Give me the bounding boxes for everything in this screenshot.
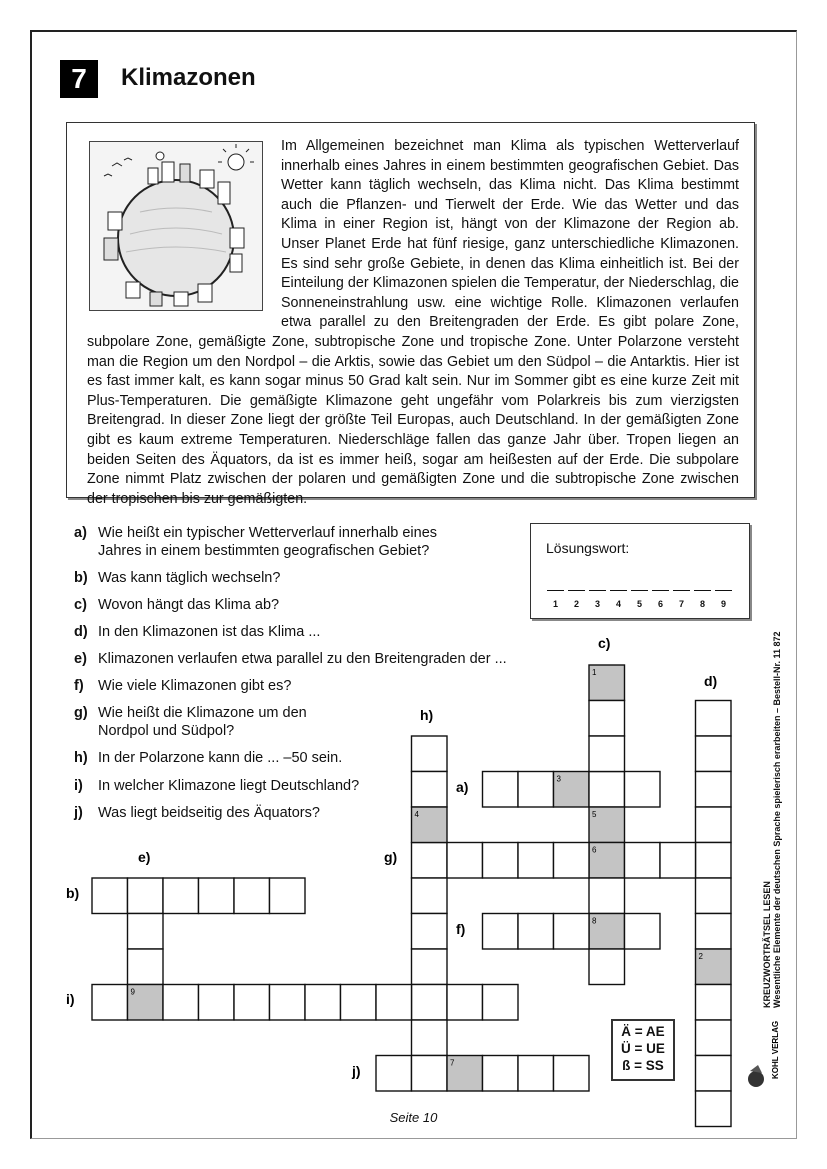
crossword-cell[interactable] [483,1056,519,1092]
question-letter: b) [74,570,88,586]
crossword-cell[interactable] [554,914,590,950]
crossword-cell[interactable] [589,878,625,914]
crossword-cell[interactable] [625,772,661,808]
solution-number: 4 [615,599,621,609]
crossword-cell[interactable] [376,985,412,1021]
crossword-clue-label: e) [138,849,151,865]
crossword-cell-number: 5 [592,810,597,819]
crossword-cell[interactable] [412,843,448,879]
crossword-cell[interactable] [412,878,448,914]
crossword-cell[interactable] [518,772,554,808]
crossword-cell[interactable] [412,914,448,950]
crossword-cell[interactable] [554,843,590,879]
crossword-cell[interactable] [128,878,164,914]
crossword-cell[interactable] [128,914,164,950]
question-text-cont: Jahres in einem bestimmten geografischen Gebiet? [98,543,430,559]
crossword-cell[interactable] [412,949,448,985]
crossword-cell[interactable] [518,843,554,879]
publisher-logo [744,1015,784,1089]
crossword-cell[interactable] [696,1056,732,1092]
question-text: In welcher Klimazone liegt Deutschland? [98,778,360,794]
crossword-cell[interactable] [696,772,732,808]
question-text: Was liegt beidseitig des Äquators? [98,805,320,821]
side-caption-text [762,588,782,1008]
crossword-cell-number: 7 [450,1058,455,1068]
crossword-cell[interactable] [625,843,661,879]
legend-line: Ü = UE [621,1041,665,1056]
question-text: Klimazonen verlaufen etwa parallel zu den Breitengraden der ... [98,651,507,667]
crossword-cell[interactable] [589,736,625,772]
crossword-cell[interactable] [483,843,519,879]
crossword-cell[interactable] [305,985,341,1021]
crossword-cell[interactable] [199,985,235,1021]
solution-number: 1 [552,599,558,609]
crossword-cell[interactable] [589,701,625,737]
crossword-cell[interactable] [696,914,732,950]
legend-line: Ä = AE [621,1024,665,1039]
crossword-cell[interactable] [589,949,625,985]
crossword-cell[interactable] [625,914,661,950]
crossword-clue-label: i) [66,991,75,1007]
crossword-cell[interactable] [554,1056,590,1092]
crossword-cell-number: 9 [130,987,135,997]
crossword-cell[interactable] [341,985,377,1021]
page-number: Seite 10 [389,1110,438,1125]
solution-number: 8 [699,599,705,609]
crossword-cell[interactable] [483,914,519,950]
crossword-cell[interactable] [696,843,732,879]
solution-label: Lösungswort: [546,540,630,556]
crossword-cell[interactable] [483,772,519,808]
question-letter: f) [74,678,84,694]
crossword-cell[interactable] [92,985,128,1021]
question-letter: c) [74,597,87,613]
crossword-cell[interactable] [199,878,235,914]
question-text-cont: Nordpol und Südpol? [98,723,235,739]
crossword-cell[interactable] [696,701,732,737]
crossword-cell[interactable] [376,1056,412,1092]
side-caption-subtitle: Wesentliche Elemente der deutschen Sprache spielerisch erarbeiten – Bestell-Nr. 11 872 [772,631,782,1008]
crossword-cell[interactable] [483,985,519,1021]
crossword-clue-label: a) [456,779,469,795]
question-text: Wie heißt ein typischer Wetterverlauf innerhalb eines [98,525,438,541]
crossword-clue-label: j) [352,1063,361,1079]
publisher-logo-icon [744,1015,784,1089]
crossword-cell-number: 6 [592,845,597,855]
question-letter: d) [74,624,88,640]
question-text: In den Klimazonen ist das Klima ... [98,624,321,640]
solution-number: 5 [636,599,642,609]
crossword-cell[interactable] [270,985,306,1021]
page-title: Klimazonen [121,64,256,91]
crossword-cell[interactable] [163,985,199,1021]
crossword-cell[interactable] [589,772,625,808]
crossword-clue-label: g) [384,849,398,865]
crossword-cell[interactable] [163,878,199,914]
question-letter: a) [74,525,87,541]
crossword-cell[interactable] [128,949,164,985]
crossword-cell[interactable] [234,985,270,1021]
crossword-cell[interactable] [92,878,128,914]
crossword-cell[interactable] [696,985,732,1021]
crossword-cell[interactable] [696,878,732,914]
crossword-cell-number: 8 [592,916,597,926]
question-letter: i) [74,778,83,794]
crossword-cell-number: 2 [698,952,703,961]
reading-paragraph: Im Allgemeinen bezeichnet man Klima als typischen Wetterverlauf innerhalb eines Jahres in einem bestimmten geografischen Gebiet. Das Wetter kann täglich wechseln, das Klima nicht. Das Klima bestimmt auch die Pflanzen- und Tierwelt der Erde. Wie das Wetter und das Klima in einer Region ist, hängt von der Klimazone der Region ab. Unser Planet Erde hat fünf riesige, ganz unterschiedliche Klimazonen. Es sind sehr große Gebiete, in denen das Klima einheitlich ist. Bei der Einteilung der Klimazonen spielen die Temperatur, der Niederschlag, die Sonneneinstrahlung usw. eine wichtige Rolle. Klimazonen verlaufen etwa parallel zu den Breitengraden der Erde. Es gibt polare Zone, subpolare Zone, gemäßigte Zone, subtropische Zone und tropische Zone. Unter Polarzone versteht man die Region um den Nordpol – die Arktis, sowie das Gebiet um den Südpol – die Antarktis. Hier ist es fast immer kalt, es kann sogar minus 50 Grad kalt sein. Nur im Sommer gibt es eine kurze Zeit mit Plus-Temperaturen. Die gemäßigte Klimazone geht ungefähr vom Polarkreis bis zum vierzigsten Breitengrad. In dieser Zone liegt der größte Teil Europas, auch Deutschland. In der gemäßigten Zone gibt es kaum extreme Temperaturen. Niederschläge fallen das ganze Jahr über. Tropen liegen an beiden Seiten des Äquators, da ist es immer heiß, sogar am heißesten auf der Erde. Die subpolare Zone nimmt Platz zwischen der polaren und gemäßigten Zone und die subtropische Zone zwischen der tropischen bis zur gemäßigten. [87,138,739,507]
crossword-cell[interactable] [696,736,732,772]
chapter-number: 7 [60,60,98,98]
solution-number: 3 [594,599,600,609]
crossword-cell[interactable] [412,772,448,808]
crossword-cell-number: 4 [414,810,419,819]
question-letter: g) [74,705,88,721]
crossword-cell[interactable] [270,878,306,914]
crossword-cell[interactable] [412,1020,448,1056]
umlaut-legend [611,1019,675,1081]
crossword-cell[interactable] [518,1056,554,1092]
side-caption [758,588,784,1008]
crossword-clue-label: h) [420,707,434,723]
question-letter: h) [74,750,88,766]
side-caption-title: KREUZWORTRÄTSEL LESEN [762,881,772,1008]
crossword-clue-label: c) [598,635,611,651]
legend-line: ß = SS [622,1058,664,1073]
crossword-cell[interactable] [412,985,448,1021]
crossword-cell-number: 3 [556,774,561,784]
crossword-clue-label: b) [66,885,80,901]
crossword-cell[interactable] [660,843,696,879]
question-letter: e) [74,651,87,667]
crossword-cell-number: 1 [592,668,597,677]
question-text: Wie viele Klimazonen gibt es? [98,678,292,694]
crossword-cell[interactable] [234,878,270,914]
solution-number: 2 [573,599,579,609]
crossword-cell[interactable] [696,807,732,843]
crossword-cell[interactable] [447,843,483,879]
publisher-name: KOHL VERLAG [771,1020,780,1079]
question-letter: j) [74,805,83,821]
crossword-cell[interactable] [412,736,448,772]
question-text: Was kann täglich wechseln? [98,570,281,586]
question-text: Wie heißt die Klimazone um den [98,705,307,721]
solution-number: 6 [657,599,663,609]
crossword-clue-label: f) [456,921,466,937]
crossword-cell[interactable] [447,985,483,1021]
question-text: In der Polarzone kann die ... –50 sein. [98,750,343,766]
crossword-cell[interactable] [518,914,554,950]
crossword-clue-label: d) [704,673,718,689]
crossword-cell[interactable] [696,1020,732,1056]
question-text: Wovon hängt das Klima ab? [98,597,280,613]
solution-number: 9 [720,599,726,609]
crossword-cell[interactable] [412,1056,448,1092]
solution-number: 7 [678,599,684,609]
